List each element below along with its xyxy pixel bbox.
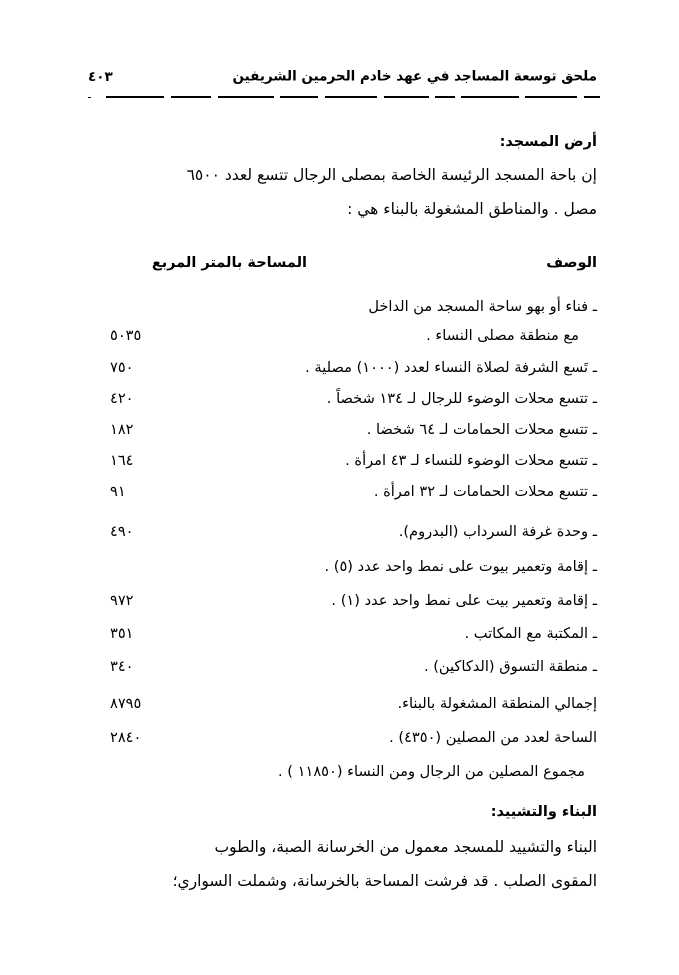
table-header-area: المساحة بالمتر المربع bbox=[151, 255, 307, 271]
table-row bbox=[88, 625, 597, 652]
table-row bbox=[88, 658, 597, 685]
row-value: ٧٥٠ bbox=[110, 359, 134, 376]
row-description: ـ تتسع محلات الحمامات لـ ٣٢ امرأة . bbox=[373, 483, 597, 500]
header-rule bbox=[88, 96, 597, 99]
table-row bbox=[88, 729, 597, 756]
row-description: إجمالي المنطقة المشغولة بالبناء. bbox=[397, 695, 597, 712]
row-value: ٥٠٣٥ bbox=[110, 327, 142, 344]
row-description: ـ تَسع الشرفة لصلاة النساء لعدد (١٠٠٠) مصلية . bbox=[305, 359, 597, 376]
mosque-ground-paragraph-line-2: مصل . والمناطق المشغولة بالبناء هي : bbox=[347, 200, 597, 218]
construction-paragraph-line-2: المقوى الصلب . قد فرشت المساحة بالخرسانة، وشملت السواري؛ bbox=[172, 872, 597, 890]
table-row bbox=[88, 558, 597, 585]
row-description: ـ منطقة التسوق (الدكاكين) . bbox=[423, 658, 597, 675]
row-description: الساحة لعدد من المصلين (٤٣٥٠) . bbox=[389, 729, 597, 746]
row-description: ـ إقامة وتعمير بيوت على نمط واحد عدد (٥) . bbox=[324, 558, 597, 575]
row-value: ٩١ bbox=[110, 483, 126, 500]
row-description: ـ تتسع محلات الحمامات لـ ٦٤ شخضا . bbox=[366, 421, 597, 438]
row-value: ٤٢٠ bbox=[110, 390, 134, 407]
row-value: ٣٥١ bbox=[110, 625, 134, 642]
row-description: ـ وحدة غرفة السرداب (البدروم). bbox=[398, 523, 597, 540]
row-value: ٣٤٠ bbox=[110, 658, 134, 675]
table-row bbox=[88, 452, 597, 479]
row-description: ـ تتسع محلات الوضوء للرجال لـ ١٣٤ شخصاً . bbox=[326, 390, 597, 407]
row-value: ١٦٤ bbox=[110, 452, 134, 469]
table-row bbox=[88, 359, 597, 386]
table-row bbox=[88, 327, 597, 354]
running-header bbox=[88, 68, 597, 94]
table-row bbox=[88, 523, 597, 550]
table-row bbox=[88, 695, 597, 722]
table-row bbox=[88, 298, 597, 325]
table-row bbox=[88, 483, 597, 510]
table-row bbox=[88, 763, 597, 790]
heading-construction: البناء والتشييد: bbox=[490, 804, 597, 820]
row-description-continued: مع منطقة مصلى النساء . bbox=[426, 327, 579, 344]
row-value: ١٨٢ bbox=[110, 421, 134, 438]
table-row bbox=[88, 390, 597, 417]
row-description: ـ المكتبة مع المكاتب . bbox=[464, 625, 597, 642]
page-number: ٤٠٣ bbox=[88, 69, 113, 85]
row-description: ـ تتسع محلات الوضوء للنساء لـ ٤٣ امرأة . bbox=[345, 452, 597, 469]
page-content bbox=[88, 0, 597, 975]
table-row bbox=[88, 421, 597, 448]
row-description: مجموع المصلين من الرجال ومن النساء (١١٨٥٠ ) . bbox=[278, 763, 585, 780]
row-value: ٤٩٠ bbox=[110, 523, 134, 540]
table-header-description: الوصف bbox=[546, 255, 597, 271]
construction-paragraph-line-1: البناء والتشييد للمسجد معمول من الخرسانة الصبة، والطوب bbox=[214, 838, 597, 856]
running-header-title: ملحق توسعة المساجد في عهد خادم الحرمين الشريفين bbox=[232, 68, 597, 85]
row-value: ٢٨٤٠ bbox=[110, 729, 142, 746]
heading-mosque-ground: أرض المسجد: bbox=[499, 134, 597, 150]
row-description: ـ فناء أو بهو ساحة المسجد من الداخل bbox=[368, 298, 597, 315]
row-value: ٩٧٢ bbox=[110, 592, 134, 609]
table-row bbox=[88, 592, 597, 619]
row-description: ـ إقامة وتعمير بيت على نمط واحد عدد (١) . bbox=[331, 592, 597, 609]
mosque-ground-paragraph-line-1: إن باحة المسجد الرئيسة الخاصة بمصلى الرجال تتسع لعدد ٦٥٠٠ bbox=[186, 166, 597, 184]
row-value: ٨٧٩٥ bbox=[110, 695, 142, 712]
